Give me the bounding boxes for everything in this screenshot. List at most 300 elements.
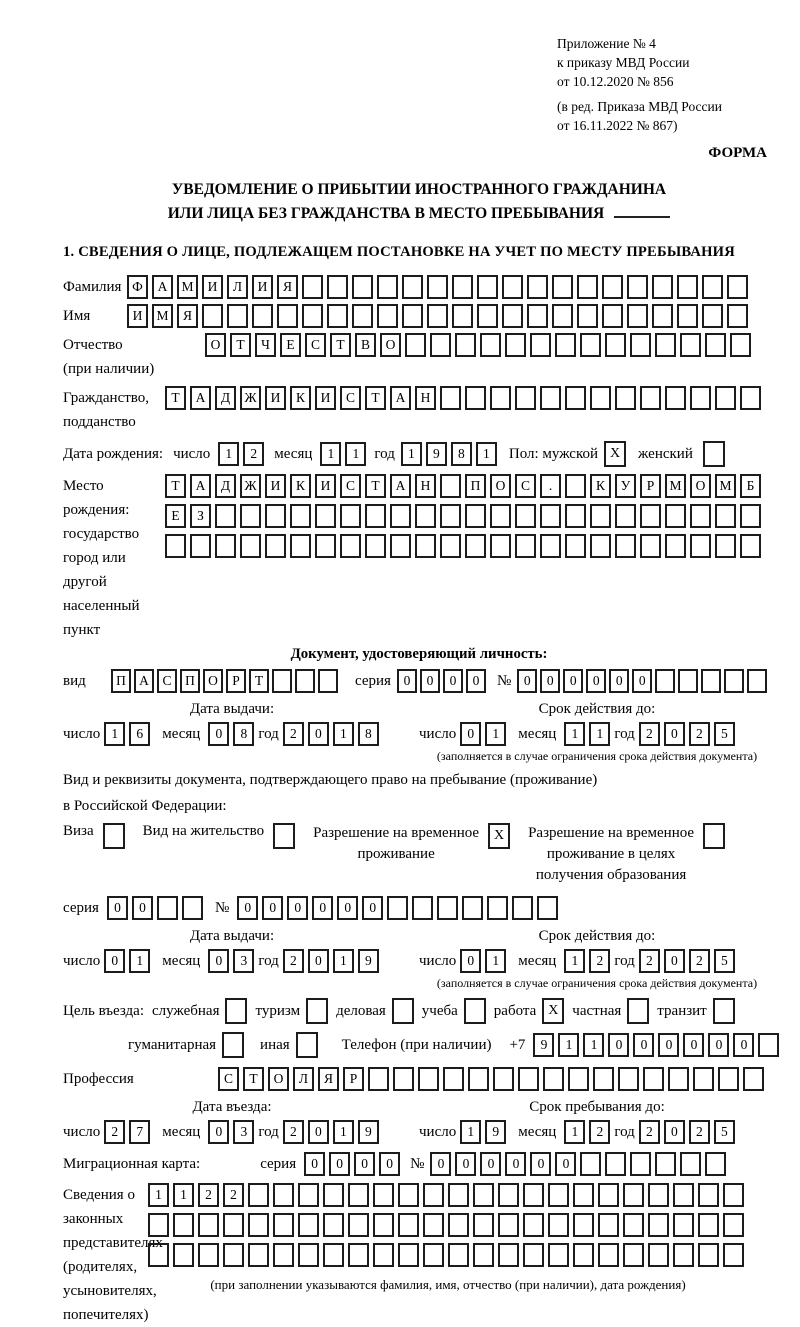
form-cell[interactable] (602, 275, 623, 299)
form-cell[interactable] (705, 333, 726, 357)
form-cell[interactable] (702, 275, 723, 299)
form-cell[interactable] (678, 669, 698, 693)
form-cell[interactable]: К (590, 474, 611, 498)
form-cell[interactable] (443, 1067, 464, 1091)
form-cell[interactable] (462, 896, 483, 920)
form-cell[interactable]: 0 (397, 669, 417, 693)
form-cell[interactable] (473, 1213, 494, 1237)
form-cell[interactable] (715, 386, 736, 410)
form-cell[interactable]: С (515, 474, 536, 498)
form-cell[interactable]: 0 (555, 1152, 576, 1176)
form-cell[interactable] (630, 333, 651, 357)
form-cell[interactable] (568, 1067, 589, 1091)
form-cell[interactable] (743, 1067, 764, 1091)
form-cell[interactable]: П (111, 669, 131, 693)
form-cell[interactable] (323, 1243, 344, 1267)
form-cell[interactable] (573, 1183, 594, 1207)
form-cell[interactable]: 1 (173, 1183, 194, 1207)
form-cell[interactable] (352, 304, 373, 328)
form-cell[interactable]: С (340, 386, 361, 410)
form-cell[interactable] (548, 1183, 569, 1207)
form-cell[interactable]: 0 (632, 669, 652, 693)
form-cell[interactable]: Т (330, 333, 351, 357)
form-cell[interactable] (698, 1183, 719, 1207)
form-cell[interactable]: Д (215, 474, 236, 498)
form-cell[interactable] (540, 534, 561, 558)
purpose-business-checkbox[interactable] (392, 998, 414, 1024)
form-cell[interactable]: О (490, 474, 511, 498)
form-cell[interactable] (623, 1213, 644, 1237)
form-cell[interactable] (715, 504, 736, 528)
form-cell[interactable] (540, 504, 561, 528)
form-cell[interactable] (698, 1213, 719, 1237)
form-cell[interactable]: 0 (208, 949, 229, 973)
form-cell[interactable] (718, 1067, 739, 1091)
form-cell[interactable] (590, 534, 611, 558)
form-cell[interactable] (427, 275, 448, 299)
form-cell[interactable]: 1 (320, 442, 341, 466)
form-cell[interactable] (690, 504, 711, 528)
form-cell[interactable]: 2 (689, 1120, 710, 1144)
form-cell[interactable] (565, 386, 586, 410)
form-cell[interactable]: 2 (243, 442, 264, 466)
form-cell[interactable] (215, 504, 236, 528)
form-cell[interactable]: И (265, 386, 286, 410)
form-cell[interactable] (148, 1213, 169, 1237)
form-cell[interactable]: 0 (308, 722, 329, 746)
form-cell[interactable] (573, 1213, 594, 1237)
form-cell[interactable]: 9 (533, 1033, 554, 1057)
form-cell[interactable] (618, 1067, 639, 1091)
form-cell[interactable]: 2 (283, 722, 304, 746)
form-cell[interactable] (323, 1213, 344, 1237)
form-cell[interactable] (615, 386, 636, 410)
form-cell[interactable] (677, 275, 698, 299)
form-cell[interactable] (340, 534, 361, 558)
form-cell[interactable] (223, 1213, 244, 1237)
form-cell[interactable] (398, 1213, 419, 1237)
form-cell[interactable]: 0 (505, 1152, 526, 1176)
form-cell[interactable]: 0 (208, 1120, 229, 1144)
form-cell[interactable]: 3 (233, 949, 254, 973)
form-cell[interactable] (630, 1152, 651, 1176)
form-cell[interactable]: Ж (240, 386, 261, 410)
form-cell[interactable]: 0 (658, 1033, 679, 1057)
form-cell[interactable] (655, 333, 676, 357)
form-cell[interactable]: Л (227, 275, 248, 299)
form-cell[interactable]: 1 (460, 1120, 481, 1144)
form-cell[interactable] (373, 1183, 394, 1207)
form-cell[interactable] (498, 1213, 519, 1237)
form-cell[interactable] (505, 333, 526, 357)
form-cell[interactable]: 8 (451, 442, 472, 466)
form-cell[interactable] (240, 534, 261, 558)
form-cell[interactable] (740, 386, 761, 410)
form-cell[interactable]: 1 (485, 949, 506, 973)
form-cell[interactable] (502, 275, 523, 299)
form-cell[interactable] (552, 304, 573, 328)
form-cell[interactable] (527, 275, 548, 299)
form-cell[interactable] (387, 896, 408, 920)
form-cell[interactable]: Е (165, 504, 186, 528)
form-cell[interactable]: 0 (563, 669, 583, 693)
form-cell[interactable]: О (690, 474, 711, 498)
form-cell[interactable] (373, 1213, 394, 1237)
purpose-transit-checkbox[interactable] (713, 998, 735, 1024)
form-cell[interactable]: 0 (329, 1152, 350, 1176)
form-cell[interactable] (393, 1067, 414, 1091)
form-cell[interactable] (577, 304, 598, 328)
form-cell[interactable]: 1 (333, 1120, 354, 1144)
purpose-study-checkbox[interactable] (464, 998, 486, 1024)
form-cell[interactable]: 0 (379, 1152, 400, 1176)
form-cell[interactable] (543, 1067, 564, 1091)
form-cell[interactable] (452, 275, 473, 299)
form-cell[interactable] (415, 504, 436, 528)
form-cell[interactable]: П (465, 474, 486, 498)
form-cell[interactable]: 0 (362, 896, 383, 920)
form-cell[interactable] (327, 275, 348, 299)
form-cell[interactable] (173, 1243, 194, 1267)
form-cell[interactable] (540, 386, 561, 410)
form-cell[interactable]: З (190, 504, 211, 528)
form-cell[interactable] (573, 1243, 594, 1267)
form-cell[interactable]: 2 (283, 1120, 304, 1144)
form-cell[interactable]: К (290, 386, 311, 410)
form-cell[interactable] (290, 504, 311, 528)
form-cell[interactable]: О (268, 1067, 289, 1091)
form-cell[interactable] (512, 896, 533, 920)
form-cell[interactable] (427, 304, 448, 328)
form-cell[interactable] (465, 386, 486, 410)
form-cell[interactable]: А (190, 474, 211, 498)
form-cell[interactable] (598, 1213, 619, 1237)
form-cell[interactable] (502, 304, 523, 328)
form-cell[interactable] (615, 534, 636, 558)
form-cell[interactable]: 1 (564, 1120, 585, 1144)
form-cell[interactable] (640, 504, 661, 528)
form-cell[interactable]: Р (640, 474, 661, 498)
purpose-work-checkbox[interactable]: X (542, 998, 564, 1024)
form-cell[interactable] (680, 333, 701, 357)
form-cell[interactable] (680, 1152, 701, 1176)
form-cell[interactable]: 0 (420, 669, 440, 693)
temporary-residence-education-checkbox[interactable] (703, 823, 725, 849)
form-cell[interactable] (415, 534, 436, 558)
form-cell[interactable]: 0 (132, 896, 153, 920)
form-cell[interactable]: 3 (233, 1120, 254, 1144)
form-cell[interactable]: 0 (308, 949, 329, 973)
form-cell[interactable]: . (540, 474, 561, 498)
form-cell[interactable]: 1 (476, 442, 497, 466)
form-cell[interactable] (747, 669, 767, 693)
form-cell[interactable] (623, 1243, 644, 1267)
form-cell[interactable]: 0 (443, 669, 463, 693)
form-cell[interactable]: 0 (287, 896, 308, 920)
form-cell[interactable] (273, 1243, 294, 1267)
form-cell[interactable] (665, 386, 686, 410)
form-cell[interactable]: 1 (564, 722, 585, 746)
form-cell[interactable]: 0 (337, 896, 358, 920)
form-cell[interactable] (465, 504, 486, 528)
form-cell[interactable] (627, 275, 648, 299)
form-cell[interactable]: 1 (333, 722, 354, 746)
form-cell[interactable]: 0 (664, 722, 685, 746)
form-cell[interactable] (277, 304, 298, 328)
form-cell[interactable]: Н (415, 386, 436, 410)
form-cell[interactable] (240, 504, 261, 528)
form-cell[interactable] (365, 504, 386, 528)
form-cell[interactable] (402, 275, 423, 299)
form-cell[interactable] (498, 1183, 519, 1207)
form-cell[interactable]: 0 (304, 1152, 325, 1176)
form-cell[interactable]: А (190, 386, 211, 410)
form-cell[interactable]: С (157, 669, 177, 693)
form-cell[interactable] (740, 504, 761, 528)
form-cell[interactable]: Б (740, 474, 761, 498)
form-cell[interactable] (498, 1243, 519, 1267)
form-cell[interactable] (273, 1213, 294, 1237)
form-cell[interactable]: Ч (255, 333, 276, 357)
form-cell[interactable] (273, 1183, 294, 1207)
form-cell[interactable] (265, 504, 286, 528)
form-cell[interactable]: 7 (129, 1120, 150, 1144)
form-cell[interactable] (295, 669, 315, 693)
form-cell[interactable]: 0 (237, 896, 258, 920)
form-cell[interactable]: 1 (104, 722, 125, 746)
form-cell[interactable] (530, 333, 551, 357)
form-cell[interactable]: 1 (583, 1033, 604, 1057)
form-cell[interactable] (623, 1183, 644, 1207)
form-cell[interactable]: С (218, 1067, 239, 1091)
form-cell[interactable] (590, 386, 611, 410)
form-cell[interactable] (302, 275, 323, 299)
form-cell[interactable]: 2 (589, 1120, 610, 1144)
form-cell[interactable]: 0 (664, 1120, 685, 1144)
form-cell[interactable] (523, 1213, 544, 1237)
purpose-official-checkbox[interactable] (225, 998, 247, 1024)
sex-female-checkbox[interactable] (703, 441, 725, 467)
form-cell[interactable]: А (152, 275, 173, 299)
form-cell[interactable]: В (355, 333, 376, 357)
form-cell[interactable] (605, 333, 626, 357)
form-cell[interactable] (598, 1183, 619, 1207)
form-cell[interactable] (677, 304, 698, 328)
form-cell[interactable]: П (180, 669, 200, 693)
form-cell[interactable]: 2 (104, 1120, 125, 1144)
form-cell[interactable] (315, 504, 336, 528)
form-cell[interactable] (690, 386, 711, 410)
form-cell[interactable]: 0 (586, 669, 606, 693)
form-cell[interactable] (418, 1067, 439, 1091)
form-cell[interactable] (327, 304, 348, 328)
form-cell[interactable] (248, 1183, 269, 1207)
form-cell[interactable] (298, 1243, 319, 1267)
form-cell[interactable]: 0 (308, 1120, 329, 1144)
form-cell[interactable] (405, 333, 426, 357)
form-cell[interactable]: 0 (708, 1033, 729, 1057)
form-cell[interactable]: 0 (208, 722, 229, 746)
form-cell[interactable]: 0 (460, 949, 481, 973)
form-cell[interactable]: 1 (148, 1183, 169, 1207)
form-cell[interactable] (348, 1183, 369, 1207)
form-cell[interactable] (440, 386, 461, 410)
form-cell[interactable]: Т (249, 669, 269, 693)
form-cell[interactable]: Я (277, 275, 298, 299)
form-cell[interactable]: 0 (633, 1033, 654, 1057)
form-cell[interactable]: 8 (358, 722, 379, 746)
form-cell[interactable]: Т (243, 1067, 264, 1091)
form-cell[interactable]: И (252, 275, 273, 299)
form-cell[interactable]: 0 (480, 1152, 501, 1176)
form-cell[interactable] (565, 534, 586, 558)
form-cell[interactable] (527, 304, 548, 328)
form-cell[interactable] (323, 1183, 344, 1207)
form-cell[interactable] (148, 1243, 169, 1267)
form-cell[interactable] (577, 275, 598, 299)
form-cell[interactable] (490, 534, 511, 558)
form-cell[interactable] (165, 534, 186, 558)
form-cell[interactable] (740, 534, 761, 558)
form-cell[interactable] (423, 1183, 444, 1207)
form-cell[interactable]: О (380, 333, 401, 357)
form-cell[interactable] (643, 1067, 664, 1091)
form-cell[interactable]: 2 (198, 1183, 219, 1207)
form-cell[interactable] (157, 896, 178, 920)
form-cell[interactable] (652, 304, 673, 328)
form-cell[interactable] (555, 333, 576, 357)
form-cell[interactable]: 0 (354, 1152, 375, 1176)
form-cell[interactable]: 0 (733, 1033, 754, 1057)
form-cell[interactable]: И (315, 474, 336, 498)
form-cell[interactable]: Я (318, 1067, 339, 1091)
form-cell[interactable]: 2 (689, 949, 710, 973)
form-cell[interactable]: О (203, 669, 223, 693)
form-cell[interactable] (265, 534, 286, 558)
form-cell[interactable] (580, 333, 601, 357)
form-cell[interactable]: 9 (358, 1120, 379, 1144)
form-cell[interactable] (715, 534, 736, 558)
form-cell[interactable]: 0 (104, 949, 125, 973)
form-cell[interactable]: 2 (589, 949, 610, 973)
form-cell[interactable]: Р (343, 1067, 364, 1091)
form-cell[interactable] (705, 1152, 726, 1176)
form-cell[interactable] (182, 896, 203, 920)
sex-male-checkbox[interactable]: X (604, 441, 626, 467)
form-cell[interactable] (758, 1033, 779, 1057)
form-cell[interactable] (518, 1067, 539, 1091)
form-cell[interactable] (223, 1243, 244, 1267)
form-cell[interactable]: И (127, 304, 148, 328)
form-cell[interactable] (673, 1243, 694, 1267)
form-cell[interactable] (727, 275, 748, 299)
form-cell[interactable]: 2 (223, 1183, 244, 1207)
form-cell[interactable] (248, 1213, 269, 1237)
form-cell[interactable]: 0 (455, 1152, 476, 1176)
form-cell[interactable]: Т (230, 333, 251, 357)
form-cell[interactable]: 5 (714, 1120, 735, 1144)
form-cell[interactable] (668, 1067, 689, 1091)
visa-checkbox[interactable] (103, 823, 125, 849)
form-cell[interactable]: 0 (460, 722, 481, 746)
form-cell[interactable] (523, 1183, 544, 1207)
form-cell[interactable]: 0 (540, 669, 560, 693)
form-cell[interactable] (548, 1213, 569, 1237)
form-cell[interactable]: 0 (312, 896, 333, 920)
form-cell[interactable]: 0 (107, 896, 128, 920)
form-cell[interactable]: А (390, 474, 411, 498)
form-cell[interactable]: Я (177, 304, 198, 328)
form-cell[interactable] (652, 275, 673, 299)
form-cell[interactable] (348, 1243, 369, 1267)
form-cell[interactable] (693, 1067, 714, 1091)
form-cell[interactable] (473, 1183, 494, 1207)
form-cell[interactable] (377, 275, 398, 299)
form-cell[interactable]: 1 (218, 442, 239, 466)
form-cell[interactable] (373, 1243, 394, 1267)
form-cell[interactable] (665, 504, 686, 528)
form-cell[interactable] (490, 386, 511, 410)
purpose-humanitarian-checkbox[interactable] (222, 1032, 244, 1058)
form-cell[interactable] (390, 534, 411, 558)
form-cell[interactable] (448, 1213, 469, 1237)
form-cell[interactable] (430, 333, 451, 357)
form-cell[interactable] (190, 534, 211, 558)
form-cell[interactable] (440, 474, 461, 498)
form-cell[interactable] (198, 1243, 219, 1267)
form-cell[interactable] (615, 504, 636, 528)
form-cell[interactable]: 0 (517, 669, 537, 693)
form-cell[interactable] (348, 1213, 369, 1237)
form-cell[interactable] (640, 534, 661, 558)
form-cell[interactable] (248, 1243, 269, 1267)
form-cell[interactable] (368, 1067, 389, 1091)
form-cell[interactable] (423, 1213, 444, 1237)
form-cell[interactable]: 1 (564, 949, 585, 973)
form-cell[interactable]: 1 (401, 442, 422, 466)
form-cell[interactable] (423, 1243, 444, 1267)
form-cell[interactable] (580, 1152, 601, 1176)
form-cell[interactable]: 8 (233, 722, 254, 746)
form-cell[interactable] (515, 534, 536, 558)
form-cell[interactable]: Т (165, 386, 186, 410)
form-cell[interactable]: Т (365, 386, 386, 410)
form-cell[interactable]: 1 (485, 722, 506, 746)
form-cell[interactable] (673, 1213, 694, 1237)
form-cell[interactable] (602, 304, 623, 328)
form-cell[interactable]: И (265, 474, 286, 498)
form-cell[interactable] (440, 504, 461, 528)
form-cell[interactable]: 0 (609, 669, 629, 693)
form-cell[interactable] (318, 669, 338, 693)
form-cell[interactable] (702, 304, 723, 328)
form-cell[interactable]: О (205, 333, 226, 357)
form-cell[interactable] (648, 1183, 669, 1207)
form-cell[interactable]: И (315, 386, 336, 410)
form-cell[interactable]: 5 (714, 722, 735, 746)
form-cell[interactable] (655, 669, 675, 693)
residence-permit-checkbox[interactable] (273, 823, 295, 849)
form-cell[interactable] (412, 896, 433, 920)
form-cell[interactable] (723, 1183, 744, 1207)
form-cell[interactable]: 0 (466, 669, 486, 693)
form-cell[interactable]: 0 (683, 1033, 704, 1057)
form-cell[interactable] (480, 333, 501, 357)
form-cell[interactable] (565, 504, 586, 528)
form-cell[interactable] (272, 669, 292, 693)
form-cell[interactable]: 1 (333, 949, 354, 973)
form-cell[interactable]: Ж (240, 474, 261, 498)
